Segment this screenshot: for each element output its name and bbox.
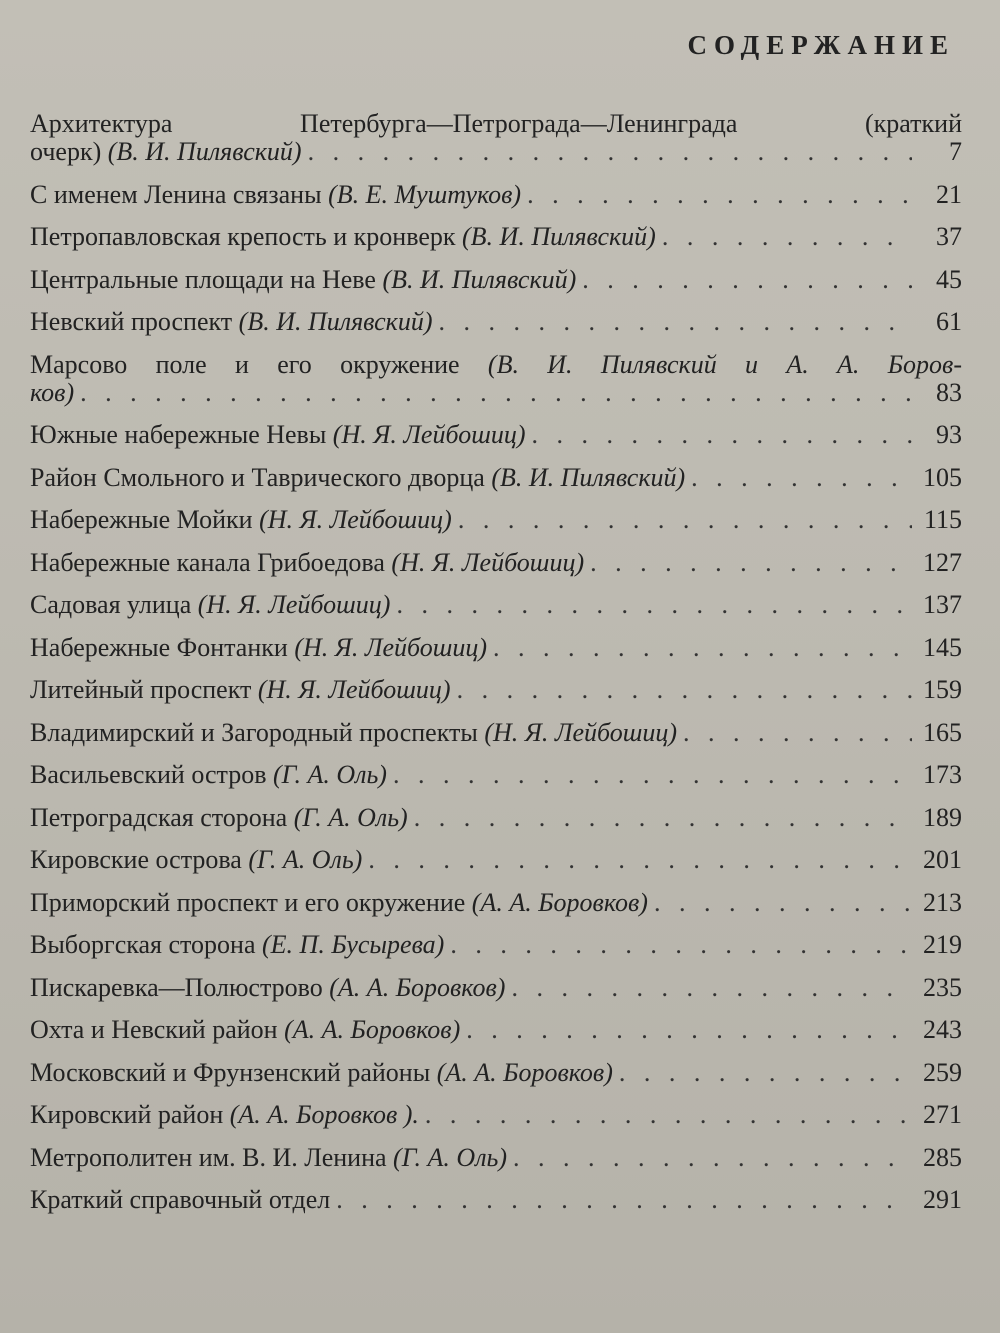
leader-dots xyxy=(425,1101,912,1129)
toc-entry xyxy=(30,223,962,251)
toc-entry-page: 291 xyxy=(923,1185,962,1214)
toc-entry-author: (Н. Я. Лейбошиц) xyxy=(259,505,452,534)
toc-entry-title: Петроградская сторона xyxy=(30,802,288,832)
toc-entry-title: Васильевский остров xyxy=(30,760,267,789)
leader-dots xyxy=(458,506,912,534)
toc-entry-title: Южные набережные Невы xyxy=(30,420,327,449)
toc-entry xyxy=(30,110,962,166)
toc-entry xyxy=(30,761,962,789)
leader-dots xyxy=(80,379,912,407)
leader-dots xyxy=(654,889,912,917)
toc-entry-title: Петропавловская крепость и кронверк xyxy=(30,222,456,251)
toc-entry xyxy=(30,421,962,449)
toc-entry-author: (А. А. Боровков) xyxy=(471,887,648,917)
toc-entry-title: Приморский проспект и его окружение xyxy=(30,887,466,917)
toc-entry-line1: Архитектура Петербурга—Петрограда—Ленинграда (краткий xyxy=(30,109,962,138)
toc-entry-author: (В. И. Пилявский) xyxy=(491,462,686,492)
toc-entry-page: 61 xyxy=(936,307,962,336)
toc-entry-title: Пискаревка—Полюстрово xyxy=(30,972,323,1002)
leader-dots xyxy=(396,591,912,619)
toc-entry-page: 45 xyxy=(936,264,962,294)
toc-entry xyxy=(30,549,962,577)
leader-dots xyxy=(513,1144,912,1172)
toc-entry-author: (В. И. Пилявский) xyxy=(382,264,577,294)
toc-entry xyxy=(30,464,962,492)
toc-entry-page: 285 xyxy=(923,1142,962,1172)
leader-dots xyxy=(438,308,912,336)
leader-dots xyxy=(450,931,912,959)
toc-entry xyxy=(30,266,962,294)
toc-entry-title: Владимирский и Загородный проспекты xyxy=(30,717,478,747)
toc-entry-page: 243 xyxy=(923,1015,962,1044)
toc-entry-page: 145 xyxy=(923,632,962,662)
toc-entry-author-line1: (В. И. Пилявский и А. А. Боров- xyxy=(487,349,962,379)
toc-entry-title: Садовая улица xyxy=(30,590,192,619)
toc-entry-title: Выборгская сторона xyxy=(30,930,256,959)
leader-dots xyxy=(527,181,912,209)
toc-entry xyxy=(30,846,962,874)
leader-dots xyxy=(414,804,912,832)
toc-entry xyxy=(30,931,962,959)
toc-entry-page: 93 xyxy=(936,420,962,449)
toc-entry-title: Литейный проспект xyxy=(30,675,252,704)
toc-entry xyxy=(30,1016,962,1044)
toc-entry-title: Кировские острова xyxy=(30,845,242,874)
toc-entry xyxy=(30,308,962,336)
table-of-contents xyxy=(30,110,962,1229)
toc-entry-author: (Н. Я. Лейбошиц) xyxy=(332,420,526,449)
toc-entry-line1: Марсово поле и его окружение xyxy=(30,349,460,379)
toc-entry xyxy=(30,634,962,662)
toc-entry xyxy=(30,351,962,407)
toc-entry xyxy=(30,591,962,619)
toc-entry-page: 7 xyxy=(949,137,962,166)
toc-entry-page: 173 xyxy=(923,760,962,789)
toc-entry-author: (В. Е. Муштуков) xyxy=(328,179,522,209)
toc-entry-author: (А. А. Боровков) xyxy=(329,972,506,1002)
toc-entry xyxy=(30,974,962,1002)
toc-entry-author: (Н. Я. Лейбошиц) xyxy=(391,547,585,577)
toc-entry-page: 127 xyxy=(923,547,962,577)
toc-entry-page: 37 xyxy=(936,222,962,251)
toc-entry-author: ков) xyxy=(30,377,75,407)
leader-dots xyxy=(619,1059,912,1087)
toc-entry-author: (Е. П. Бусырева) xyxy=(262,930,445,959)
leader-dots xyxy=(336,1186,912,1214)
toc-entry-title: Невский проспект xyxy=(30,307,233,336)
leader-dots xyxy=(308,138,912,166)
toc-entry-page: 83 xyxy=(936,377,962,407)
leader-dots xyxy=(691,464,912,492)
page-title: СОДЕРЖАНИЕ xyxy=(687,30,955,60)
toc-entry xyxy=(30,1186,962,1214)
toc-entry-author: (Г. А. Оль) xyxy=(393,1142,508,1172)
toc-entry-title: Охта и Невский район xyxy=(30,1015,278,1044)
toc-entry-author: (А. А. Боровков ). xyxy=(229,1100,419,1129)
toc-entry-title: Центральные площади на Неве xyxy=(30,264,376,294)
toc-entry-page: 219 xyxy=(923,930,962,959)
toc-entry xyxy=(30,1059,962,1087)
toc-entry xyxy=(30,804,962,832)
leader-dots xyxy=(393,761,912,789)
toc-entry-title: Кировский район xyxy=(30,1100,224,1129)
leader-dots xyxy=(457,676,912,704)
toc-entry xyxy=(30,181,962,209)
toc-entry-author: (Г. А. Оль) xyxy=(293,802,408,832)
toc-entry xyxy=(30,1101,962,1129)
leader-dots xyxy=(683,719,912,747)
toc-entry-page: 165 xyxy=(923,717,962,747)
toc-entry-title: Район Смольного и Таврического дворца xyxy=(30,462,485,492)
toc-entry-title: очерк) xyxy=(30,137,102,166)
leader-dots xyxy=(582,266,912,294)
toc-entry-page: 271 xyxy=(923,1100,962,1129)
toc-entry-page: 105 xyxy=(923,462,962,492)
leader-dots xyxy=(590,549,912,577)
toc-entry-page: 189 xyxy=(923,802,962,832)
toc-entry-author: (А. А. Боровков) xyxy=(284,1015,461,1044)
toc-entry-author: (Н. Я. Лейбошиц) xyxy=(484,717,678,747)
toc-entry-author: (А. А. Боровков) xyxy=(436,1057,613,1087)
toc-entry-author: (Г. А. Оль) xyxy=(272,760,387,789)
toc-entry-author: (В. И. Пилявский) xyxy=(238,307,433,336)
toc-entry-title: Московский и Фрунзенский районы xyxy=(30,1057,431,1087)
leader-dots xyxy=(368,846,912,874)
toc-entry xyxy=(30,676,962,704)
toc-entry-title: Метрополитен им. В. И. Ленина xyxy=(30,1142,387,1172)
toc-entry-author: (Н. Я. Лейбошиц) xyxy=(257,675,451,704)
toc-entry-title: Краткий справочный отдел xyxy=(30,1185,331,1214)
toc-entry-title: Набережные Мойки xyxy=(30,505,253,534)
toc-entry-page: 201 xyxy=(923,845,962,874)
toc-entry-title: Набережные канала Грибоедова xyxy=(30,547,385,577)
toc-entry xyxy=(30,889,962,917)
leader-dots xyxy=(493,634,912,662)
toc-entry-author: (Н. Я. Лейбошиц) xyxy=(197,590,391,619)
toc-entry-author: (В. И. Пилявский) xyxy=(462,222,656,251)
toc-entry-page: 159 xyxy=(923,675,962,704)
toc-entry-author: (Н. Я. Лейбошиц) xyxy=(294,632,488,662)
toc-entry xyxy=(30,1144,962,1172)
toc-entry-author: (В. И. Пилявский) xyxy=(107,137,302,166)
toc-entry-page: 115 xyxy=(923,505,962,534)
leader-dots xyxy=(466,1016,912,1044)
toc-entry-title: С именем Ленина связаны xyxy=(30,179,322,209)
toc-entry-page: 137 xyxy=(923,590,962,619)
leader-dots xyxy=(662,223,912,251)
toc-entry-author: (Г. А. Оль) xyxy=(248,845,363,874)
toc-entry-page: 259 xyxy=(923,1057,962,1087)
toc-entry xyxy=(30,506,962,534)
toc-entry-page: 213 xyxy=(923,887,962,917)
toc-entry-page: 21 xyxy=(936,179,962,209)
toc-entry-page: 235 xyxy=(923,972,962,1002)
toc-entry xyxy=(30,719,962,747)
toc-entry-title: Набережные Фонтанки xyxy=(30,632,288,662)
leader-dots xyxy=(511,974,912,1002)
leader-dots xyxy=(532,421,913,449)
